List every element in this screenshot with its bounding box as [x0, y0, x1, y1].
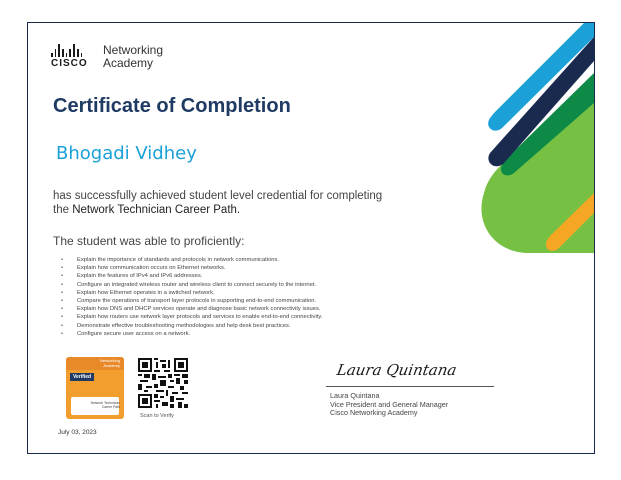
- completion-date: July 03, 2023: [58, 429, 97, 436]
- achievement-prefix: has successfully achieved student level credential for completing: [53, 190, 383, 202]
- signer-org: Cisco Networking Academy: [330, 408, 418, 418]
- achievement-statement: [53, 189, 433, 217]
- signer-title: Vice President and General Manager: [330, 399, 449, 409]
- recipient-name: Bhogadi Vidhey: [56, 143, 197, 164]
- cisco-wordmark: CISCO: [51, 58, 88, 69]
- logo-text: [103, 44, 163, 70]
- badge-line-2: Career Path: [101, 405, 120, 409]
- qr-label: Scan to Verify: [140, 413, 174, 419]
- decorative-stripes: [434, 23, 594, 303]
- skill-item: • Configure an integrated wireless router and wireless client to connect securely to the internet.: [61, 281, 322, 289]
- skill-item: • Configure secure user access on a network.: [61, 330, 322, 338]
- cisco-bars-icon: [51, 44, 97, 57]
- badge-header-line-2: Academy: [103, 363, 120, 368]
- badge-line-1: Network Technician: [90, 401, 120, 405]
- skills-list: [61, 256, 322, 338]
- signer-block: [330, 392, 448, 418]
- badge-verified-label: Verified: [70, 373, 94, 381]
- badge-header-line-1: Networking: [99, 358, 120, 363]
- logo-line-2: Academy: [103, 56, 154, 70]
- badge-header-text: [100, 358, 120, 368]
- signer-name: Laura Quintana: [330, 391, 380, 400]
- verified-badge[interactable]: [66, 357, 124, 419]
- badge-panel-text: [76, 401, 120, 409]
- skill-item: • Explain how DNS and DHCP services operate and diagnose basic network connectivity issues.: [61, 305, 322, 313]
- cisco-logo-mark: [51, 44, 97, 69]
- skill-item: • Explain how routers use network layer protocols and services to enable end-to-end connectivity.: [61, 313, 322, 321]
- skill-item: • Explain the importance of standards and protocols in network communications.: [61, 256, 322, 264]
- logo-line-1: Networking: [103, 43, 164, 57]
- achievement-prefix-2: the: [53, 204, 69, 216]
- qr-code[interactable]: [138, 358, 188, 408]
- signature-line: [326, 386, 494, 387]
- course-name: Network Technician Career Path.: [72, 204, 241, 216]
- signature: Laura Quintana: [335, 361, 459, 379]
- skill-item: • Explain the features of IPv4 and IPv6 addresses.: [61, 272, 322, 280]
- certificate-frame: [27, 22, 595, 454]
- certificate-title: Certificate of Completion: [53, 95, 291, 117]
- skill-item: • Compare the operations of transport layer protocols in supporting end-to-end communication.: [61, 297, 322, 305]
- skill-item: • Explain how communication occurs on Ethernet networks.: [61, 264, 322, 272]
- cisco-logo: [51, 44, 163, 70]
- proficiency-heading: The student was able to proficiently:: [53, 234, 245, 248]
- skill-item: • Explain how Ethernet operates in a switched network.: [61, 289, 322, 297]
- skill-item: • Demonstrate effective troubleshooting methodologies and help desk best practices.: [61, 322, 322, 330]
